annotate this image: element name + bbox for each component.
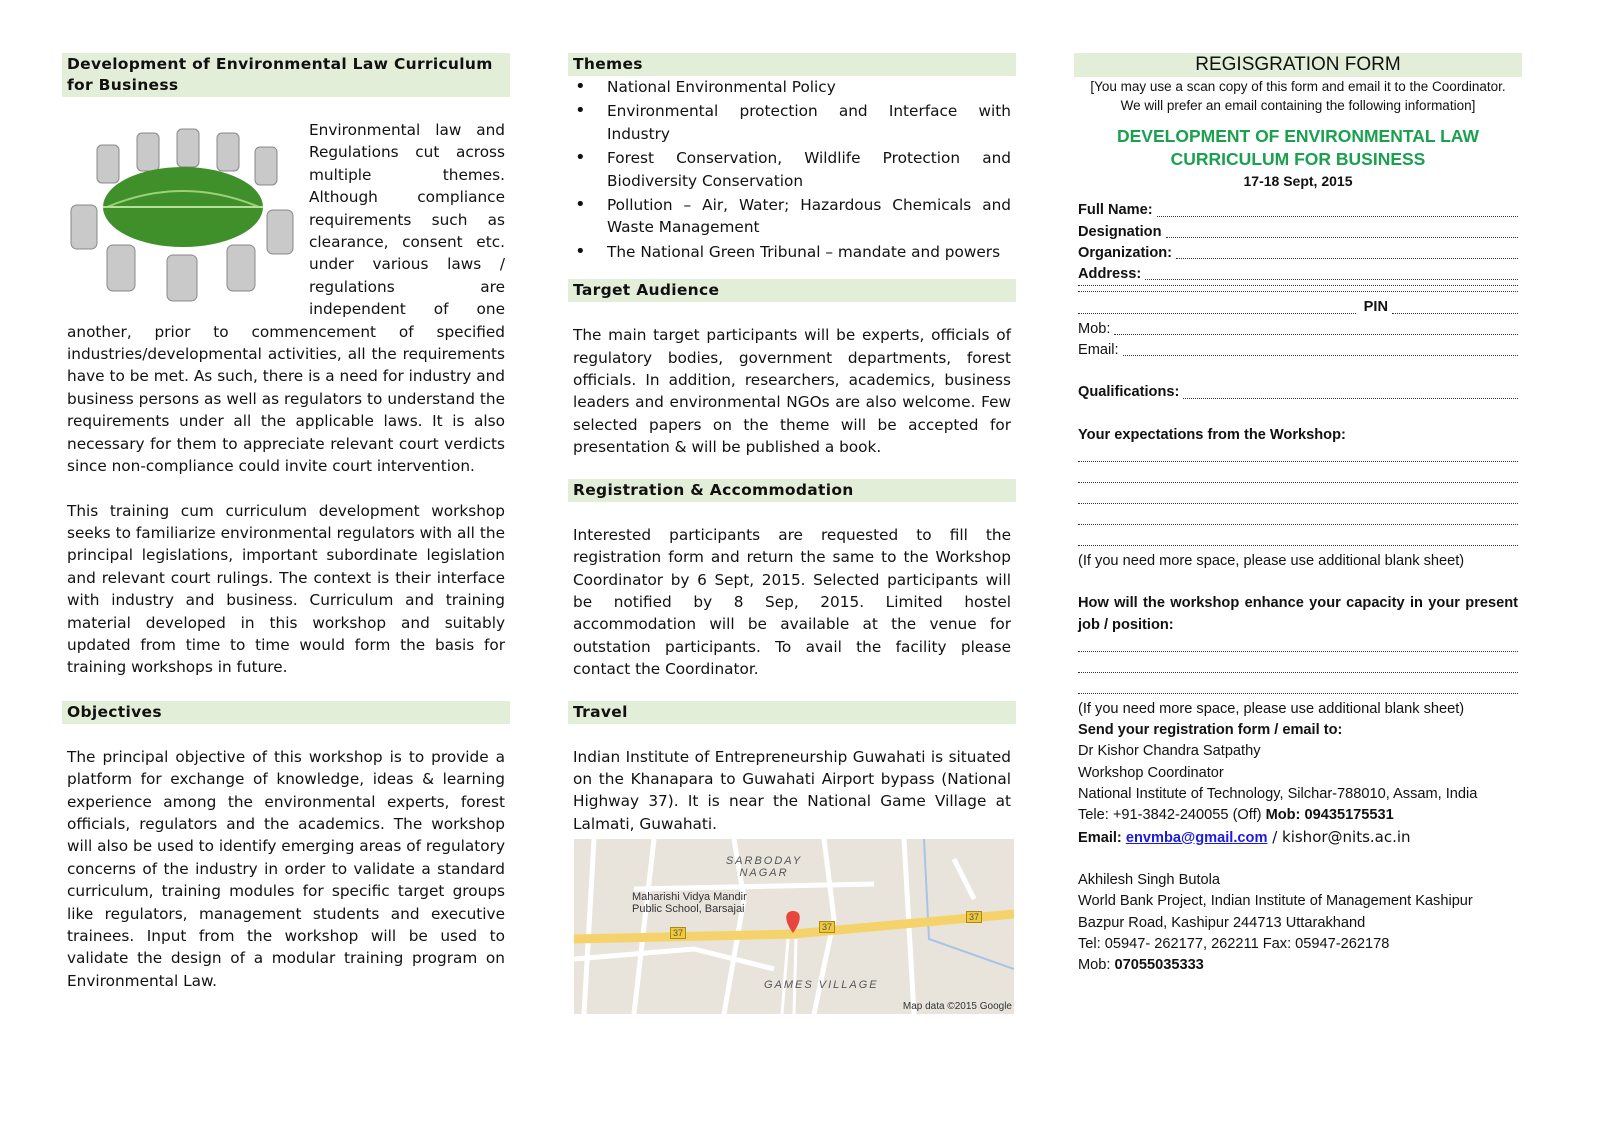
event-title-line: DEVELOPMENT OF ENVIRONMENTAL LAW <box>1117 126 1479 146</box>
intro-block <box>62 119 510 478</box>
intro-paragraph: Environmental law and Regulations cut across multiple themes. Although compliance requirements such as clearance, consent etc. under various laws / regulations are independent of one another, prior to commencement of specified industries/developmental activities, all the requirements have to be met. As such, there is a need for industry and business persons as well as regulators to understand the requirements under all the applicable laws. It is also necessary for them to appreciate relevant court verdicts since non-compliance could invite court intervention. <box>67 121 505 476</box>
contact-2 <box>1074 870 1522 976</box>
field-capacity-line[interactable] <box>1074 657 1522 678</box>
mob-number: 07055035333 <box>1114 957 1204 974</box>
field-label: Full Name: <box>1078 202 1153 219</box>
form-note-line: [You may use a scan copy of this form and email it to the Coordinator. <box>1090 79 1506 94</box>
contact-1 <box>1074 741 1522 848</box>
field-label: PIN <box>1363 299 1388 316</box>
event-dates: 17-18 Sept, 2015 <box>1243 173 1353 189</box>
contact-role: Workshop Coordinator <box>1078 764 1224 781</box>
email-label: Email: <box>1078 829 1122 846</box>
section-heading-travel: Travel <box>568 701 1016 724</box>
field-expectations-line[interactable] <box>1074 488 1522 509</box>
workshop-paragraph: This training cum curriculum development workshop seeks to familiarize environmental regulators with all the principal legislations, important subordinate legislation and relevant court rulings. The context is their interface with industry and business. Curriculum and training material developed in this workshop and suitably updated from time to time would form the basis for training workshops in future. <box>67 501 505 677</box>
left-column <box>62 53 510 992</box>
themes-list <box>568 76 1016 263</box>
mob-label: Mob: <box>1078 957 1111 974</box>
section-heading-objectives: Objectives <box>62 701 510 724</box>
field-full-name[interactable] <box>1074 200 1522 221</box>
form-note <box>1074 77 1522 115</box>
registration-paragraph: Interested participants are requested to fill the registration form and return the same to the Workshop Coordinator by 6 Sept, 2015. Selected participants will be notified by 8 Sep, 2015. Limited hostel accommodation will be available at the venue for outstation participants. To avail the facility please contact the Coordinator. <box>573 525 1011 679</box>
highway-shield: 37 <box>966 911 982 923</box>
contact-phone: Tel: 05947- 262177, 262211 Fax: 05947-262178 <box>1078 935 1390 952</box>
contact-name: Akhilesh Singh Butola <box>1078 871 1220 888</box>
leaf-conference-image <box>67 125 299 305</box>
section-heading-themes: Themes <box>568 53 1016 76</box>
mob-number: 09435175531 <box>1304 807 1394 824</box>
field-organization[interactable] <box>1074 243 1522 264</box>
field-expectations-line[interactable] <box>1074 530 1522 551</box>
theme-item: • Environmental protection and Interface with Industry <box>573 100 1011 145</box>
contact-address: Bazpur Road, Kashipur 244713 Uttarakhand <box>1078 914 1366 931</box>
field-designation[interactable] <box>1074 222 1522 243</box>
field-expectations-line[interactable] <box>1074 467 1522 488</box>
expectations-label: Your expectations from the Workshop: <box>1078 426 1346 443</box>
travel-paragraph: Indian Institute of Entrepreneurship Guwahati is situated on the Khanapara to Guwahati Airport bypass (National Highway 37). It is near the National Game Village at Lalmati, Guwahati. <box>573 747 1011 833</box>
more-space-note: (If you need more space, please use additional blank sheet) <box>1078 552 1465 569</box>
send-to-label: Send your registration form / email to: <box>1078 722 1343 739</box>
form-note-line: We will prefer an email containing the following information] <box>1120 98 1476 113</box>
audience-paragraph: The main target participants will be experts, officials of regulatory bodies, government departments, forest officials. In addition, researchers, academics, business leaders and environmental NGOs are also welcome. Few selected papers on the theme will be accepted for presentation & will be published a book. <box>573 326 1011 457</box>
location-map[interactable] <box>574 839 1014 1014</box>
contact-email <box>1078 827 1518 849</box>
mob-label: Mob: <box>1265 807 1301 824</box>
phone-office: Tele: +91-3842-240055 (Off) <box>1078 807 1262 824</box>
field-label: Designation <box>1078 223 1162 240</box>
section-heading-intro: Development of Environmental Law Curriculum for Business <box>62 53 510 97</box>
email-link[interactable]: envmba@gmail.com <box>1125 829 1268 846</box>
field-mob[interactable] <box>1074 319 1522 340</box>
field-address[interactable] <box>1074 264 1522 285</box>
map-label-area: SARBODAY NAGAR <box>725 855 803 880</box>
map-label-area: GAMES VILLAGE <box>764 979 879 992</box>
field-label: Organization: <box>1078 244 1173 261</box>
field-expectations-line[interactable] <box>1074 446 1522 467</box>
theme-item: • National Environmental Policy <box>573 76 1011 98</box>
field-capacity-line[interactable] <box>1074 636 1522 657</box>
contact-phone <box>1078 805 1518 826</box>
middle-column <box>568 53 1016 1014</box>
capacity-label: How will the workshop enhance your capacity in your present job / position: <box>1078 595 1518 633</box>
field-expectations-line[interactable] <box>1074 509 1522 530</box>
form-title: REGISGRATION FORM <box>1074 53 1522 77</box>
field-capacity-line[interactable] <box>1074 678 1522 699</box>
email-alt: kishor@nits.ac.in <box>1282 827 1411 846</box>
highway-shield: 37 <box>819 921 835 933</box>
field-email[interactable] <box>1074 340 1522 361</box>
contact-mob <box>1078 955 1518 976</box>
objectives-paragraph: The principal objective of this workshop is to provide a platform for exchange of knowledge, ideas & learning experience among the environmental experts, forest officials, regulators and the academics. The workshop will also be used to identify emerging areas of regulatory concerns of the industry in order to validate a standard curriculum, training modules for specific target groups like regulators, management students and executive trainees. Input from the workshop will be used to validate the design of a modular training program on Environmental Law. <box>67 747 505 990</box>
theme-item: • Forest Conservation, Wildlife Protection and Biodiversity Conservation <box>573 147 1011 192</box>
field-label: Email: <box>1078 342 1119 359</box>
map-label-school: Maharishi Vidya Mandir Public School, Barsajai <box>632 891 747 916</box>
event-title-line: CURRICULUM FOR BUSINESS <box>1170 149 1426 169</box>
registration-form <box>1074 53 1522 976</box>
field-label: Mob: <box>1078 320 1111 337</box>
contact-institution: National Institute of Technology, Silchar-788010, Assam, India <box>1078 786 1478 803</box>
field-label: Address: <box>1078 266 1142 283</box>
event-title <box>1074 125 1522 171</box>
highway-shield: 37 <box>670 927 686 939</box>
theme-item: • Pollution – Air, Water; Hazardous Chemicals and Waste Management <box>573 194 1011 239</box>
contact-institution: World Bank Project, Indian Institute of Management Kashipur <box>1078 893 1473 910</box>
more-space-note: (If you need more space, please use additional blank sheet) <box>1078 700 1465 717</box>
email-separator: / <box>1267 827 1283 846</box>
field-qualifications[interactable] <box>1074 382 1522 403</box>
theme-item: • The National Green Tribunal – mandate and powers <box>573 241 1011 263</box>
contact-name: Dr Kishor Chandra Satpathy <box>1078 743 1261 760</box>
field-label: Qualifications: <box>1078 384 1180 401</box>
map-credit: Map data ©2015 Google <box>902 1001 1012 1013</box>
field-pin[interactable] <box>1074 297 1522 318</box>
section-heading-registration: Registration & Accommodation <box>568 479 1016 502</box>
section-heading-audience: Target Audience <box>568 279 1016 302</box>
